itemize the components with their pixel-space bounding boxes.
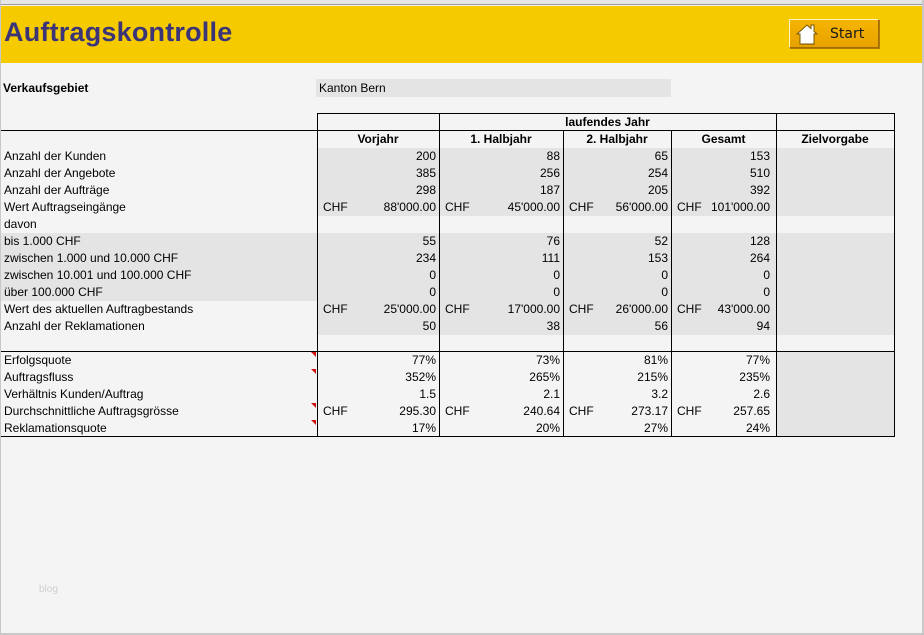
grid-line xyxy=(671,130,672,437)
currency-label: CHF xyxy=(445,200,470,214)
currency-label: CHF xyxy=(677,200,702,214)
table-cell[interactable] xyxy=(317,216,439,233)
grid-line xyxy=(1,436,895,437)
currency-label: CHF xyxy=(323,404,348,418)
table-cell[interactable]: 50 xyxy=(317,318,439,335)
column-header: Zielvorgabe xyxy=(801,132,869,146)
table-cell[interactable]: 0 xyxy=(671,267,776,284)
table-cell[interactable] xyxy=(776,182,894,199)
row-label: zwischen 10.001 und 100.000 CHF xyxy=(1,267,317,284)
column-header: Vorjahr xyxy=(357,132,399,146)
table-cell[interactable]: 56 xyxy=(563,318,671,335)
table-cell[interactable]: 187 xyxy=(439,182,563,199)
comment-indicator-icon[interactable] xyxy=(311,420,316,425)
cell-value: 25'000.00 xyxy=(383,302,436,316)
table-cell[interactable]: 385 xyxy=(317,165,439,182)
region-field[interactable]: Kanton Bern xyxy=(316,79,671,97)
table-cell[interactable]: 234 xyxy=(317,250,439,267)
table-cell[interactable]: 0 xyxy=(439,267,563,284)
row-label: Anzahl der Aufträge xyxy=(4,183,110,197)
grid-line xyxy=(563,130,564,437)
kpi-cell[interactable]: 2.6 xyxy=(753,387,770,401)
row-label: Wert Auftragseingänge xyxy=(4,200,126,214)
currency-label: CHF xyxy=(569,200,594,214)
table-cell[interactable] xyxy=(317,199,439,216)
kpi-cell[interactable]: 77% xyxy=(411,353,436,367)
table-cell[interactable] xyxy=(563,199,671,216)
row-label: zwischen 1.000 und 10.000 CHF xyxy=(1,250,317,267)
table-cell[interactable] xyxy=(776,199,894,216)
house-icon xyxy=(794,22,820,46)
table-cell[interactable] xyxy=(439,199,563,216)
kpi-label: Durchschnittliche Auftragsgrösse xyxy=(4,404,179,418)
cell-value: 273.17 xyxy=(631,404,668,418)
table-cell[interactable]: 0 xyxy=(317,284,439,301)
table-cell[interactable] xyxy=(776,284,894,301)
comment-indicator-icon[interactable] xyxy=(311,403,316,408)
table-cell[interactable]: 392 xyxy=(671,182,776,199)
table-cell[interactable]: 94 xyxy=(671,318,776,335)
table-cell[interactable]: 0 xyxy=(317,267,439,284)
row-label: Anzahl der Reklamationen xyxy=(4,319,145,333)
grid-line xyxy=(317,113,318,437)
region-label: Verkaufsgebiet xyxy=(3,81,89,95)
table-cell[interactable]: 256 xyxy=(439,165,563,182)
row-label: Anzahl der Kunden xyxy=(4,149,107,163)
cell-value: 17'000.00 xyxy=(507,302,560,316)
cell-value: 26'000.00 xyxy=(615,302,668,316)
comment-indicator-icon[interactable] xyxy=(311,352,316,357)
table-cell[interactable] xyxy=(776,250,894,267)
kpi-cell[interactable]: 2.1 xyxy=(543,387,560,401)
kpi-cell[interactable]: 215% xyxy=(637,370,668,384)
table-cell[interactable] xyxy=(317,301,439,318)
table-cell[interactable] xyxy=(776,318,894,335)
table-cell[interactable]: 55 xyxy=(317,233,439,250)
start-button[interactable] xyxy=(789,19,879,48)
row-label: Wert des aktuellen Auftragbestands xyxy=(4,302,194,316)
table-cell[interactable] xyxy=(776,148,894,165)
kpi-cell[interactable] xyxy=(776,352,894,369)
cell-value: 45'000.00 xyxy=(507,200,560,214)
table-cell[interactable] xyxy=(671,216,776,233)
kpi-label: Auftragsfluss xyxy=(4,370,74,384)
cell-value: 101'000.00 xyxy=(710,200,770,214)
kpi-cell[interactable]: 265% xyxy=(529,370,560,384)
table-cell[interactable]: 111 xyxy=(439,250,563,267)
column-header: Gesamt xyxy=(701,132,746,146)
kpi-label: Reklamationsquote xyxy=(4,421,107,435)
cell-value: 295.30 xyxy=(399,404,436,418)
grid-line xyxy=(1,130,895,131)
table-cell[interactable] xyxy=(563,301,671,318)
kpi-label: Erfolgsquote xyxy=(4,353,72,367)
group-header-laufendes-jahr: laufendes Jahr xyxy=(565,115,650,129)
table-cell[interactable] xyxy=(671,199,776,216)
grid-line xyxy=(776,113,777,437)
table-cell[interactable] xyxy=(776,233,894,250)
comment-indicator-icon[interactable] xyxy=(311,369,316,374)
kpi-label: Verhältnis Kunden/Auftrag xyxy=(4,387,144,401)
column-header: 2. Halbjahr xyxy=(586,132,648,146)
cell-value: 88'000.00 xyxy=(383,200,436,214)
table-cell[interactable]: 510 xyxy=(671,165,776,182)
table-cell[interactable]: 52 xyxy=(563,233,671,250)
table-cell[interactable]: 76 xyxy=(439,233,563,250)
currency-label: CHF xyxy=(323,302,348,316)
table-cell[interactable]: 205 xyxy=(563,182,671,199)
column-header: 1. Halbjahr xyxy=(470,132,532,146)
kpi-cell[interactable] xyxy=(776,369,894,386)
kpi-cell[interactable]: 24% xyxy=(745,421,770,435)
row-label: Anzahl der Angebote xyxy=(4,166,116,180)
kpi-cell[interactable] xyxy=(776,386,894,403)
table-cell[interactable]: 38 xyxy=(439,318,563,335)
kpi-cell[interactable]: 81% xyxy=(643,353,668,367)
grid-line xyxy=(894,113,895,437)
row-label: über 100.000 CHF xyxy=(1,284,317,301)
kpi-cell[interactable] xyxy=(776,420,894,437)
table-cell[interactable]: 153 xyxy=(563,250,671,267)
table-cell[interactable]: 298 xyxy=(317,182,439,199)
kpi-cell[interactable]: 1.5 xyxy=(419,387,436,401)
table-cell[interactable] xyxy=(776,267,894,284)
kpi-cell[interactable] xyxy=(317,403,439,420)
table-cell[interactable]: 0 xyxy=(671,284,776,301)
table-cell[interactable] xyxy=(776,165,894,182)
kpi-cell[interactable]: 17% xyxy=(411,421,436,435)
table-cell[interactable]: 65 xyxy=(563,148,671,165)
table-cell[interactable] xyxy=(776,301,894,318)
kpi-cell[interactable] xyxy=(776,403,894,420)
table-cell[interactable]: 0 xyxy=(563,284,671,301)
table-cell[interactable]: 0 xyxy=(439,284,563,301)
currency-label: CHF xyxy=(445,404,470,418)
table-cell[interactable] xyxy=(439,216,563,233)
row-label: davon xyxy=(4,217,37,231)
table-cell[interactable] xyxy=(671,301,776,318)
currency-label: CHF xyxy=(677,404,702,418)
currency-label: CHF xyxy=(569,302,594,316)
kpi-cell[interactable] xyxy=(671,403,776,420)
grid-line xyxy=(317,113,895,114)
cell-value: 257.65 xyxy=(733,404,770,418)
kpi-cell[interactable] xyxy=(563,403,671,420)
table-cell[interactable]: 200 xyxy=(317,148,439,165)
kpi-cell[interactable]: 235% xyxy=(739,370,770,384)
currency-label: CHF xyxy=(445,302,470,316)
table-cell[interactable]: 254 xyxy=(563,165,671,182)
kpi-cell[interactable]: 20% xyxy=(535,421,560,435)
cell-value: 56'000.00 xyxy=(615,200,668,214)
table-cell[interactable]: 128 xyxy=(671,233,776,250)
kpi-cell[interactable]: 27% xyxy=(643,421,668,435)
table-cell[interactable]: 88 xyxy=(439,148,563,165)
table-cell[interactable]: 0 xyxy=(563,267,671,284)
grid-line xyxy=(439,113,440,437)
window-top-border xyxy=(0,0,924,5)
kpi-cell[interactable]: 77% xyxy=(745,353,770,367)
table-cell[interactable] xyxy=(776,216,894,233)
kpi-cell[interactable] xyxy=(439,403,563,420)
currency-label: CHF xyxy=(323,200,348,214)
start-button-label: Start xyxy=(830,25,865,42)
table-cell[interactable]: 153 xyxy=(671,148,776,165)
table-cell[interactable]: 264 xyxy=(671,250,776,267)
grid-line xyxy=(1,351,895,352)
page-title: Auftragskontrolle xyxy=(4,17,233,47)
kpi-cell[interactable]: 3.2 xyxy=(651,387,668,401)
table-cell[interactable] xyxy=(439,301,563,318)
kpi-cell[interactable]: 352% xyxy=(405,370,436,384)
kpi-cell[interactable]: 73% xyxy=(535,353,560,367)
row-label: bis 1.000 CHF xyxy=(1,233,317,250)
table-cell[interactable] xyxy=(563,216,671,233)
currency-label: CHF xyxy=(677,302,702,316)
watermark: blog xyxy=(39,584,58,595)
cell-value: 240.64 xyxy=(523,404,560,418)
currency-label: CHF xyxy=(569,404,594,418)
cell-value: 43'000.00 xyxy=(717,302,770,316)
